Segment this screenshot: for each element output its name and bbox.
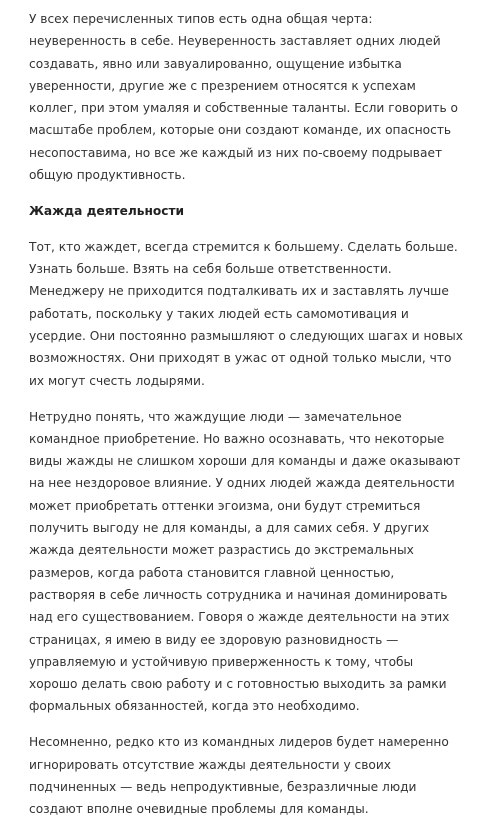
section-heading: Жажда деятельности [29, 203, 185, 218]
paragraph-3: Несомненно, редко кто из командных лидеров будет намеренно игнорировать отсутствие жажды деятельности у своих подчиненных — ведь непродуктивные, безразличные люди создают вполне очевидные проблемы для команды. [29, 735, 449, 817]
paragraph-2: Нетрудно понять, что жаждущие люди — замечательное командное приобретение. Но важно осознавать, что некоторые виды жажды не слишком хороши для команды и даже оказывают на нее нездоровое влияние. У одних людей жажда деятельности может приобретать оттенки эгоизма, они будут стремиться получить выгоду не для команды, а для самих себя. У других жажда деятельности может разрастись до экстремальных размеров, когда работа становится главной ценностью, растворяя в себе личность сотрудника и начиная доминировать над его существованием. Говоря о жажде деятельности на этих страницах, я имею в виду ее здоровую разновидность — управляемую и устойчивую приверженность к тому, чтобы хорошо делать свою работу и с готовностью выходить за рамки формальных обязанностей, когда это необходимо. [29, 409, 461, 714]
intro-paragraph: У всех перечисленных типов есть одна общая черта: неуверенность в себе. Неуверенность заставляет одних людей создавать, явно или завуалированно, ощущение избытка уверенности, другие же с презрением относятся к успехам коллег, при этом умаляя и собственные таланты. Если говорить о масштабе проблем, которые они создают команде, их опасность несопоставима, но все же каждый из них по-своему подрывает общую продуктивность. [29, 12, 458, 183]
paragraph-1: Тот, кто жаждет, всегда стремится к большему. Сделать больше. Узнать больше. Взять на себя больше ответственности. Менеджеру не приходится подталкивать их и заставлять лучше работать, поскольку у таких людей есть самомотивация и усердие. Они постоянно размышляют о следующих шагах и новых возможностях. Они приходят в ужас от одной только мысли, что их могут счесть лодырями. [29, 239, 463, 388]
